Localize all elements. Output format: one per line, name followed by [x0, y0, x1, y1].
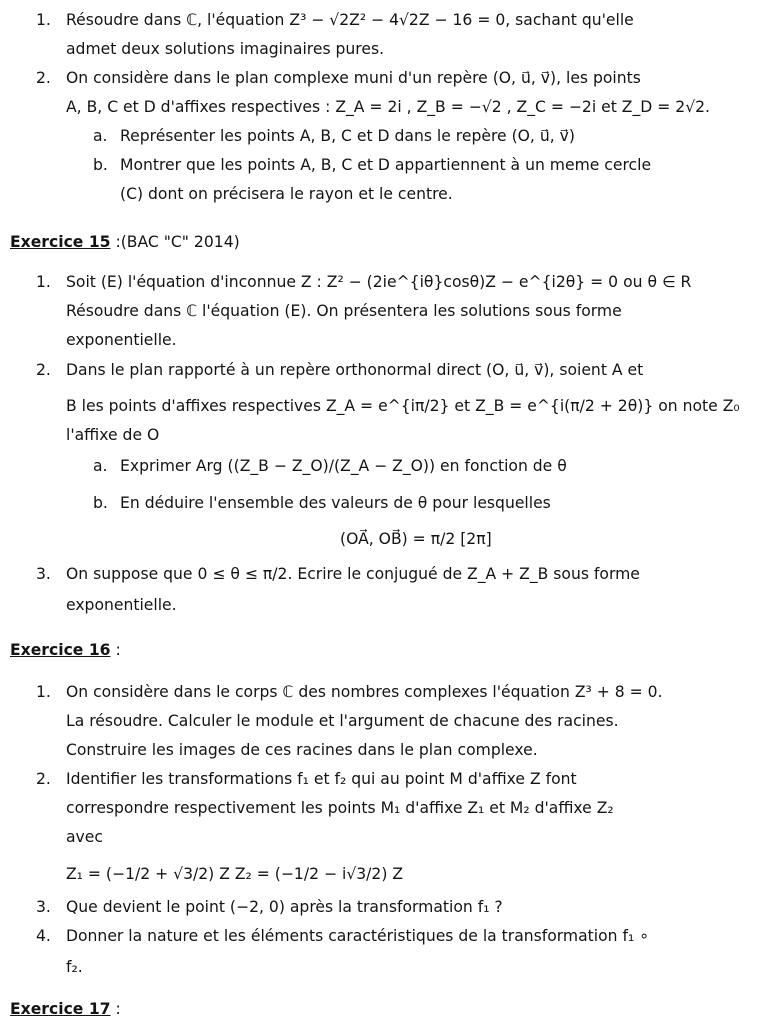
item-number: 1. [36, 683, 51, 701]
text-line: correspondre respectivement les points M₁ d'affixe Z₁ et M₂ d'affixe Z₂ [66, 799, 614, 817]
text-line: Identifier les transformations f₁ et f₂ qui au point M d'affixe Z font [66, 770, 577, 788]
heading-suffix: : [110, 1000, 121, 1018]
exercise-17-heading [10, 995, 121, 1024]
item-number: 1. [36, 11, 51, 29]
text-line: admet deux solutions imaginaires pures. [66, 40, 385, 58]
text-line: l'affixe de O [66, 426, 160, 444]
text-line: Représenter les points A, B, C et D dans le repère (O, u⃗, v⃗) [120, 127, 575, 145]
text-line: B les points d'affixes respectives Z_A = e^{iπ/2} et Z_B = e^{i(π/2 + 2θ)} on note Z₀ [66, 397, 740, 415]
subitem-label: b. [93, 156, 108, 174]
text-line: On considère dans le corps ℂ des nombres complexes l'équation Z³ + 8 = 0. [66, 683, 663, 701]
text-line: Dans le plan rapporté à un repère orthonormal direct (O, u⃗, v⃗), soient A et [66, 361, 644, 379]
text-line: exponentielle. [66, 596, 177, 614]
item-number: 2. [36, 770, 51, 788]
exercise-title: Exercice 15 [10, 233, 111, 251]
text-line: Montrer que les points A, B, C et D appartiennent à un meme cercle [120, 156, 652, 174]
item-number: 2. [36, 69, 51, 87]
text-line: Donner la nature et les éléments caractéristiques de la transformation f₁ ∘ [66, 927, 649, 945]
exercise-title: Exercice 16 [10, 641, 111, 659]
text-line: (C) dont on précisera le rayon et le centre. [120, 185, 453, 203]
exercise-title: Exercice 17 [10, 1000, 111, 1018]
exercise-subtitle: :(BAC "C" 2014) [110, 233, 240, 251]
text-line: Que devient le point (−2, 0) après la transformation f₁ ? [66, 898, 503, 916]
text-line: Exprimer Arg ((Z_B − Z_O)/(Z_A − Z_O)) en fonction de θ [120, 457, 567, 475]
formula-line: Z₁ = (−1/2 + √3/2) Z Z₂ = (−1/2 − i√3/2) Z [66, 865, 404, 883]
item-number: 3. [36, 898, 51, 916]
text-line: Résoudre dans ℂ, l'équation Z³ − √2Z² − 4√2Z − 16 = 0, sachant qu'elle [66, 11, 634, 29]
text-line: On suppose que 0 ≤ θ ≤ π/2. Ecrire le conjugué de Z_A + Z_B sous forme [66, 565, 640, 583]
exercise-15-heading [10, 228, 240, 257]
formula-line: (OA⃗, OB⃗) = π/2 [2π] [340, 530, 492, 548]
exercise-16-heading [10, 636, 121, 665]
heading-suffix: : [110, 641, 121, 659]
item-number: 1. [36, 273, 51, 291]
text-line: La résoudre. Calculer le module et l'argument de chacune des racines. [66, 712, 619, 730]
text-line: Soit (E) l'équation d'inconnue Z : Z² − (2ie^{iθ}cosθ)Z − e^{i2θ} = 0 ou θ ∈ R [66, 273, 692, 291]
subitem-label: b. [93, 494, 108, 512]
text-line: En déduire l'ensemble des valeurs de θ pour lesquelles [120, 494, 551, 512]
text-line: avec [66, 828, 103, 846]
item-number: 2. [36, 361, 51, 379]
text-line: On considère dans le plan complexe muni d'un repère (O, u⃗, v⃗), les points [66, 69, 641, 87]
text-line: Résoudre dans ℂ l'équation (E). On présentera les solutions sous forme [66, 302, 622, 320]
text-line: f₂. [66, 958, 83, 976]
text-line: exponentielle. [66, 331, 177, 349]
item-number: 4. [36, 927, 51, 945]
text-line: A, B, C et D d'affixes respectives : Z_A = 2i , Z_B = −√2 , Z_C = −2i et Z_D = 2√2. [66, 98, 711, 116]
subitem-label: a. [93, 457, 108, 475]
subitem-label: a. [93, 127, 108, 145]
text-line: Construire les images de ces racines dans le plan complexe. [66, 741, 538, 759]
item-number: 3. [36, 565, 51, 583]
